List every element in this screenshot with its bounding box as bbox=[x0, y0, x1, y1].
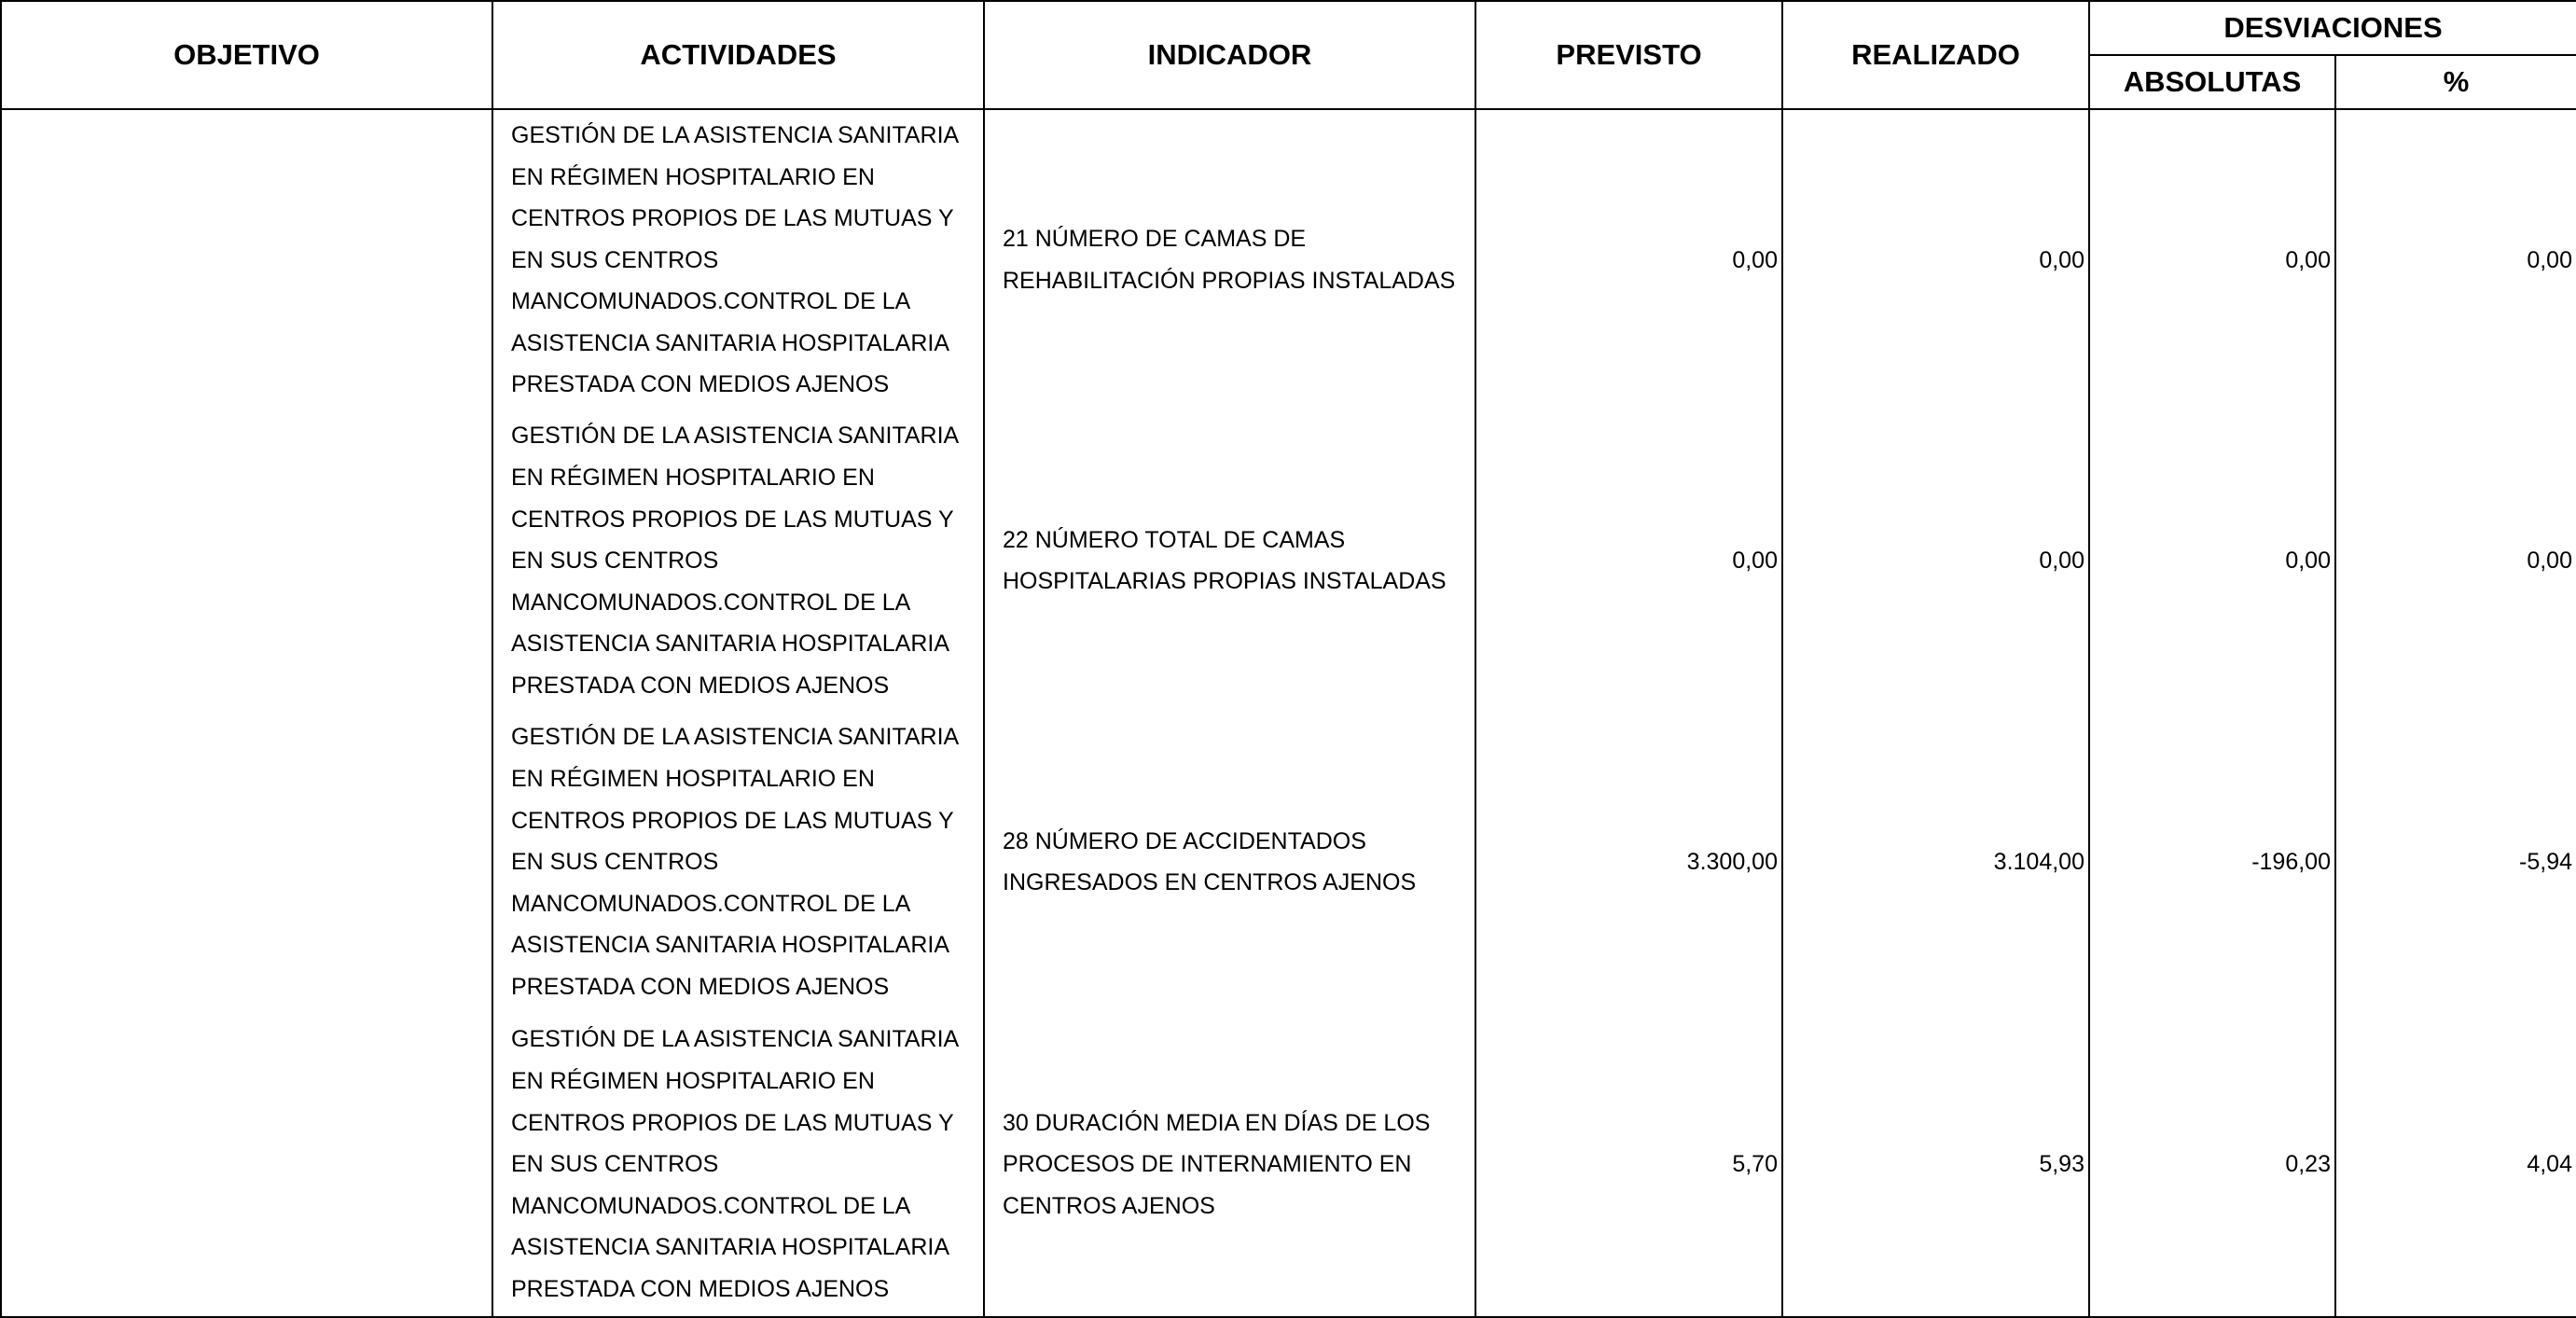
cell-objetivo bbox=[1, 712, 492, 1013]
cell-absolutas: 0,00 bbox=[2089, 109, 2335, 410]
cell-absolutas: 0,23 bbox=[2089, 1013, 2335, 1317]
cell-realizado: 0,00 bbox=[1782, 109, 2089, 410]
cell-objetivo bbox=[1, 109, 492, 410]
cell-realizado: 0,00 bbox=[1782, 410, 2089, 712]
cell-actividad: GESTIÓN DE LA ASISTENCIA SANITARIA EN RÉGIMEN HOSPITALARIO EN CENTROS PROPIOS DE LAS MUTUAS Y EN SUS CENTROS MANCOMUNADOS.CONTROL DE LA ASISTENCIA SANITARIA HOSPITALARIA PRESTADA CON MEDIOS AJENOS bbox=[492, 109, 984, 410]
cell-previsto: 5,70 bbox=[1475, 1013, 1782, 1317]
header-realizado: REALIZADO bbox=[1782, 1, 2089, 109]
cell-indicador: 21 NÚMERO DE CAMAS DE REHABILITACIÓN PROPIAS INSTALADAS bbox=[984, 109, 1475, 410]
header-previsto: PREVISTO bbox=[1475, 1, 1782, 109]
cell-porcentaje: 0,00 bbox=[2335, 410, 2576, 712]
table-row bbox=[1, 712, 2576, 1013]
cell-indicador: 28 NÚMERO DE ACCIDENTADOS INGRESADOS EN CENTROS AJENOS bbox=[984, 712, 1475, 1013]
cell-objetivo bbox=[1, 1013, 492, 1317]
cell-porcentaje: 4,04 bbox=[2335, 1013, 2576, 1317]
table-row bbox=[1, 1013, 2576, 1317]
header-absolutas: ABSOLUTAS bbox=[2089, 55, 2335, 109]
header-indicador: INDICADOR bbox=[984, 1, 1475, 109]
cell-porcentaje: -5,94 bbox=[2335, 712, 2576, 1013]
cell-previsto: 0,00 bbox=[1475, 109, 1782, 410]
cell-actividad: GESTIÓN DE LA ASISTENCIA SANITARIA EN RÉGIMEN HOSPITALARIO EN CENTROS PROPIOS DE LAS MUTUAS Y EN SUS CENTROS MANCOMUNADOS.CONTROL DE LA ASISTENCIA SANITARIA HOSPITALARIA PRESTADA CON MEDIOS AJENOS bbox=[492, 410, 984, 712]
cell-actividad: GESTIÓN DE LA ASISTENCIA SANITARIA EN RÉGIMEN HOSPITALARIO EN CENTROS PROPIOS DE LAS MUTUAS Y EN SUS CENTROS MANCOMUNADOS.CONTROL DE LA ASISTENCIA SANITARIA HOSPITALARIA PRESTADA CON MEDIOS AJENOS bbox=[492, 1013, 984, 1317]
cell-realizado: 5,93 bbox=[1782, 1013, 2089, 1317]
table-row bbox=[1, 109, 2576, 410]
header-actividades: ACTIVIDADES bbox=[492, 1, 984, 109]
cell-actividad: GESTIÓN DE LA ASISTENCIA SANITARIA EN RÉGIMEN HOSPITALARIO EN CENTROS PROPIOS DE LAS MUTUAS Y EN SUS CENTROS MANCOMUNADOS.CONTROL DE LA ASISTENCIA SANITARIA HOSPITALARIA PRESTADA CON MEDIOS AJENOS bbox=[492, 712, 984, 1013]
cell-absolutas: -196,00 bbox=[2089, 712, 2335, 1013]
cell-objetivo bbox=[1, 410, 492, 712]
cell-absolutas: 0,00 bbox=[2089, 410, 2335, 712]
cell-realizado: 3.104,00 bbox=[1782, 712, 2089, 1013]
header-objetivo: OBJETIVO bbox=[1, 1, 492, 109]
cell-previsto: 3.300,00 bbox=[1475, 712, 1782, 1013]
table-row bbox=[1, 410, 2576, 712]
header-porcentaje: % bbox=[2335, 55, 2576, 109]
cell-indicador: 30 DURACIÓN MEDIA EN DÍAS DE LOS PROCESOS DE INTERNAMIENTO EN CENTROS AJENOS bbox=[984, 1013, 1475, 1317]
header-desviaciones: DESVIACIONES bbox=[2089, 1, 2576, 55]
cell-previsto: 0,00 bbox=[1475, 410, 1782, 712]
cell-porcentaje: 0,00 bbox=[2335, 109, 2576, 410]
cell-indicador: 22 NÚMERO TOTAL DE CAMAS HOSPITALARIAS PROPIAS INSTALADAS bbox=[984, 410, 1475, 712]
